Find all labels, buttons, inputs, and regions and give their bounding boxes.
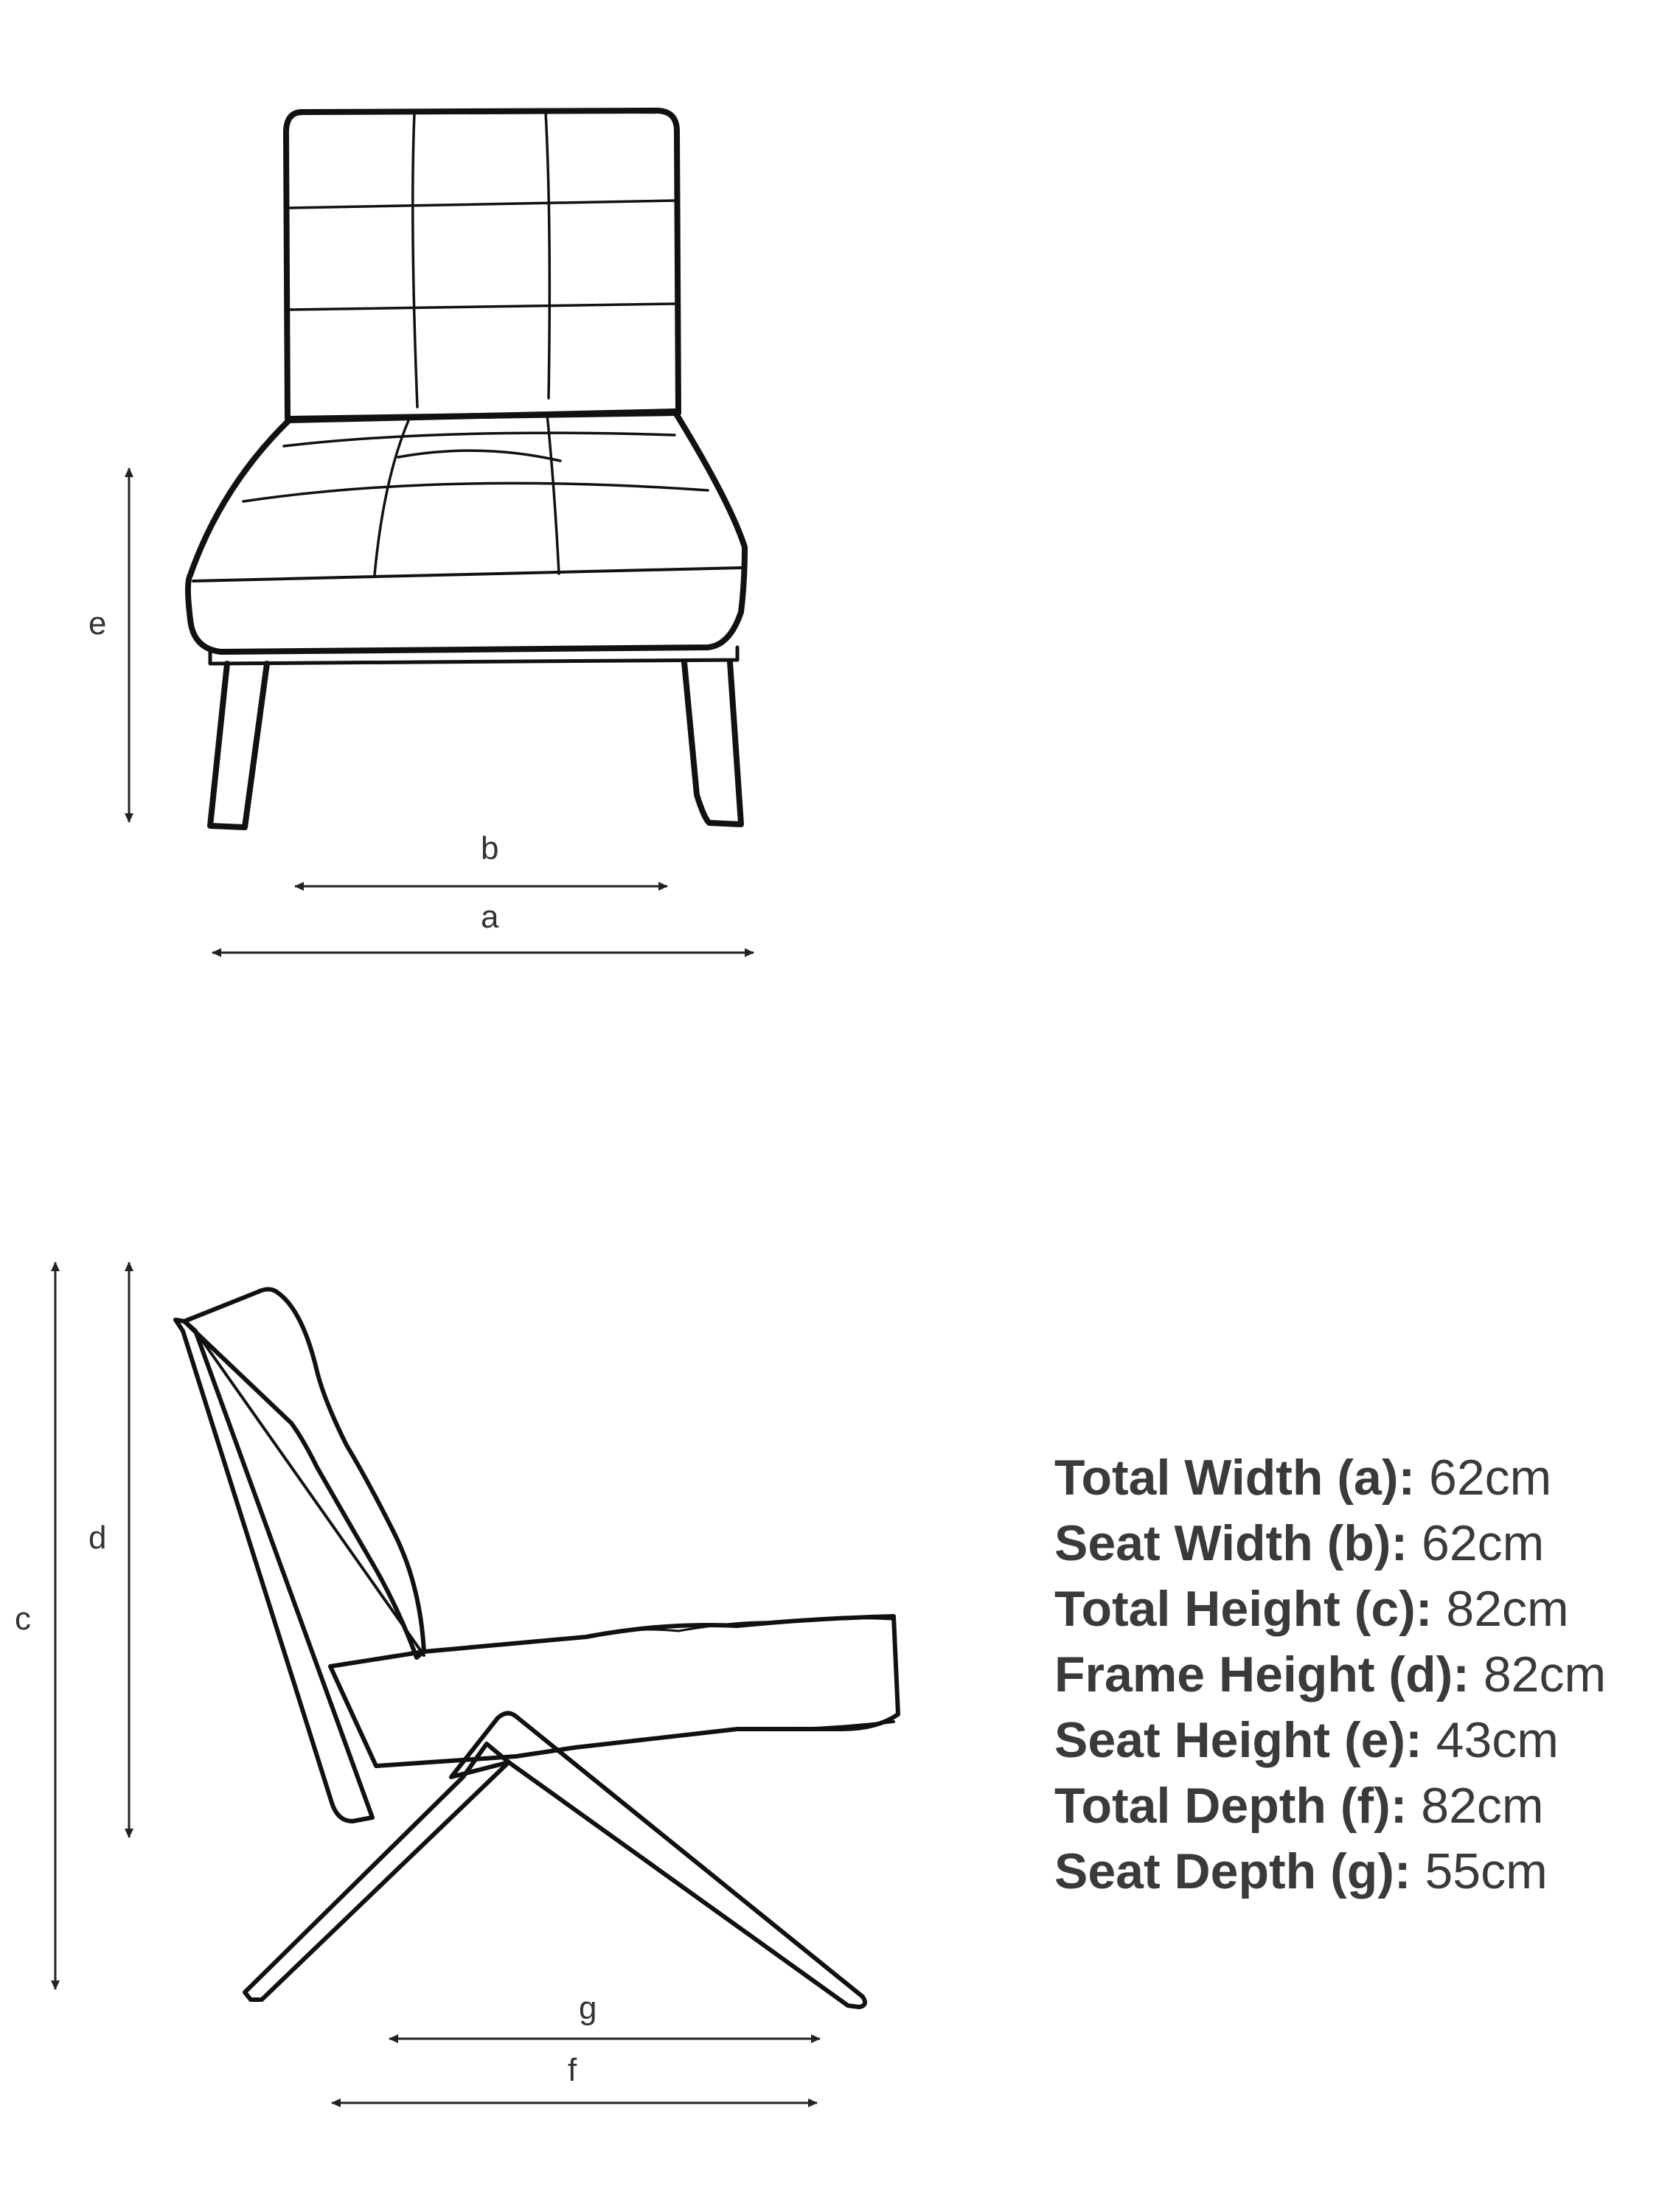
spec-label: Seat Width (b): [1054,1515,1408,1571]
spec-label: Total Depth (f): [1054,1778,1408,1834]
spec-row-total-height [1054,1576,1652,1642]
front-seat-edge [193,568,742,581]
spec-label: Seat Height (e): [1054,1712,1422,1768]
front-backrest-tufting [289,112,675,407]
side-front-leg [245,1744,509,2000]
front-seat-cushion [188,411,745,652]
front-left-leg [210,664,267,827]
spec-value: 62cm [1422,1515,1545,1571]
spec-label: Total Height (c): [1054,1581,1433,1637]
front-backrest [286,111,678,419]
spec-row-frame-height [1054,1642,1652,1708]
front-seat-tufting [243,414,708,575]
dimension-a-label: a [481,899,499,935]
side-seat-cushion [330,1616,898,1766]
dimension-f-label: f [568,2052,577,2088]
spec-label: Seat Depth (g): [1054,1843,1411,1899]
spec-value: 62cm [1429,1450,1552,1506]
dimension-e-label: e [88,605,107,641]
side-back-cushion-face [195,1331,424,1655]
spec-value: 82cm [1446,1581,1569,1637]
spec-row-seat-width [1054,1511,1652,1576]
dimension-b-label: b [481,830,499,866]
spec-label: Total Width (a): [1054,1450,1416,1506]
side-seat-rail [376,1722,894,1766]
side-back-frame [175,1320,372,1821]
front-right-leg [684,662,741,824]
spec-row-seat-height [1054,1708,1652,1773]
side-view-chair [175,1290,898,2008]
front-view-chair [188,111,745,827]
side-dimension-lines [55,1262,820,2103]
spec-row-total-depth [1054,1773,1652,1839]
spec-value: 82cm [1483,1646,1607,1703]
spec-value: 82cm [1421,1778,1544,1834]
spec-value: 55cm [1425,1843,1548,1899]
dimension-d-label: d [88,1520,107,1556]
spec-row-seat-depth [1054,1839,1652,1905]
spec-row-total-width [1054,1445,1652,1511]
dimension-specs-list [1054,1445,1652,1905]
spec-value: 43cm [1436,1712,1559,1768]
dimension-g-label: g [579,1990,597,2026]
dimension-c-label: c [15,1601,31,1637]
spec-label: Frame Height (d): [1054,1646,1470,1703]
